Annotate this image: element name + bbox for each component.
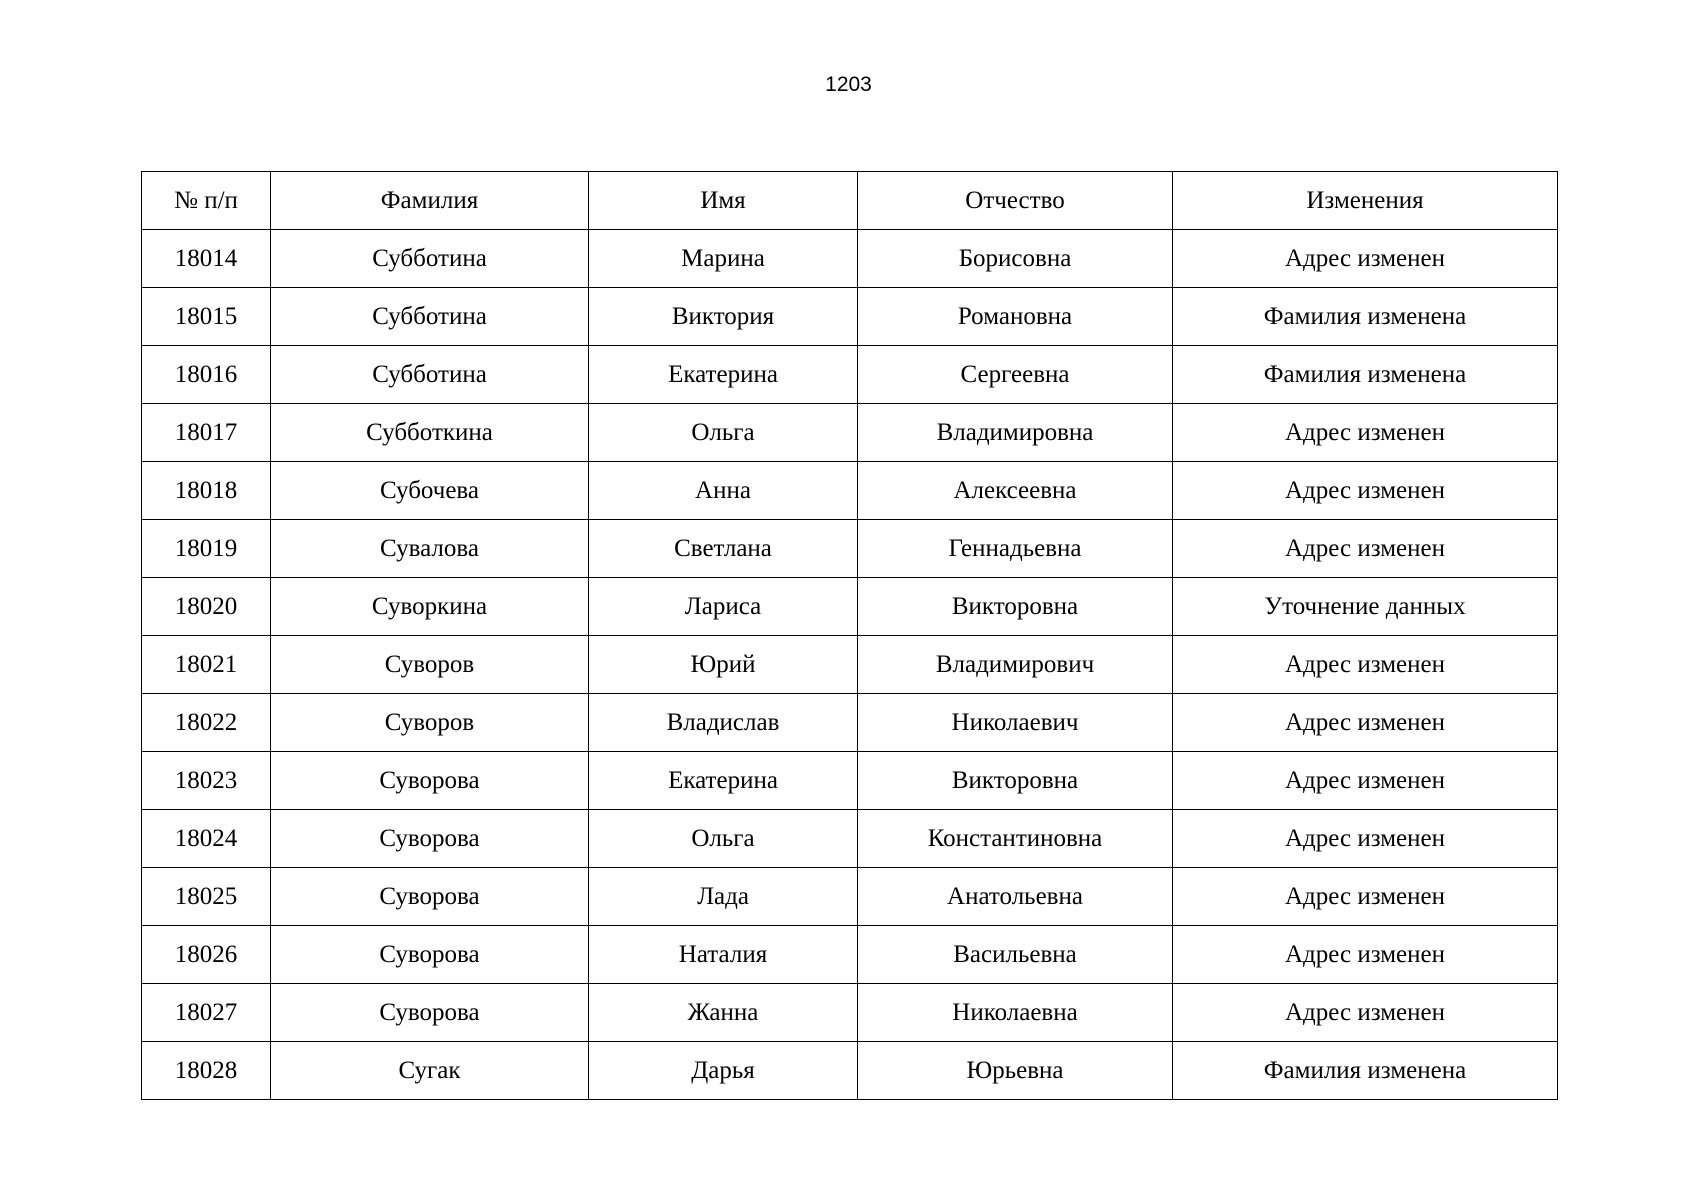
table-row	[142, 520, 1558, 578]
cell-number: 18022	[142, 694, 271, 752]
table-row	[142, 694, 1558, 752]
cell-changes: Адрес изменен	[1173, 462, 1558, 520]
cell-number: 18017	[142, 404, 271, 462]
table-row	[142, 462, 1558, 520]
cell-changes: Адрес изменен	[1173, 694, 1558, 752]
cell-number: 18027	[142, 984, 271, 1042]
cell-last-name: Суворова	[271, 984, 589, 1042]
cell-changes: Адрес изменен	[1173, 868, 1558, 926]
cell-changes: Адрес изменен	[1173, 984, 1558, 1042]
cell-patronymic: Анатольевна	[858, 868, 1173, 926]
cell-first-name: Жанна	[589, 984, 858, 1042]
cell-changes: Фамилия изменена	[1173, 288, 1558, 346]
table-row	[142, 810, 1558, 868]
cell-changes: Адрес изменен	[1173, 926, 1558, 984]
table-row	[142, 404, 1558, 462]
cell-number: 18028	[142, 1042, 271, 1100]
table-row	[142, 230, 1558, 288]
cell-number: 18019	[142, 520, 271, 578]
cell-last-name: Суворкина	[271, 578, 589, 636]
cell-first-name: Дарья	[589, 1042, 858, 1100]
cell-first-name: Ольга	[589, 404, 858, 462]
cell-last-name: Субочева	[271, 462, 589, 520]
table-row	[142, 578, 1558, 636]
cell-changes: Адрес изменен	[1173, 230, 1558, 288]
cell-number: 18024	[142, 810, 271, 868]
cell-first-name: Марина	[589, 230, 858, 288]
cell-patronymic: Романовна	[858, 288, 1173, 346]
cell-last-name: Суворова	[271, 810, 589, 868]
cell-patronymic: Алексеевна	[858, 462, 1173, 520]
cell-last-name: Сугак	[271, 1042, 589, 1100]
cell-patronymic: Константиновна	[858, 810, 1173, 868]
cell-changes: Адрес изменен	[1173, 404, 1558, 462]
cell-last-name: Суворова	[271, 926, 589, 984]
cell-first-name: Лариса	[589, 578, 858, 636]
cell-patronymic: Николаевич	[858, 694, 1173, 752]
cell-number: 18020	[142, 578, 271, 636]
cell-number: 18015	[142, 288, 271, 346]
cell-patronymic: Васильевна	[858, 926, 1173, 984]
cell-last-name: Сувалова	[271, 520, 589, 578]
cell-first-name: Екатерина	[589, 752, 858, 810]
cell-patronymic: Викторовна	[858, 578, 1173, 636]
cell-number: 18018	[142, 462, 271, 520]
cell-changes: Фамилия изменена	[1173, 1042, 1558, 1100]
cell-first-name: Наталия	[589, 926, 858, 984]
cell-patronymic: Юрьевна	[858, 1042, 1173, 1100]
cell-last-name: Суворов	[271, 694, 589, 752]
header-last-name: Фамилия	[271, 172, 589, 230]
cell-patronymic: Сергеевна	[858, 346, 1173, 404]
cell-last-name: Субботина	[271, 230, 589, 288]
cell-number: 18023	[142, 752, 271, 810]
cell-number: 18025	[142, 868, 271, 926]
cell-number: 18021	[142, 636, 271, 694]
cell-first-name: Ольга	[589, 810, 858, 868]
cell-patronymic: Геннадьевна	[858, 520, 1173, 578]
header-patronymic: Отчество	[858, 172, 1173, 230]
cell-first-name: Юрий	[589, 636, 858, 694]
cell-last-name: Суворов	[271, 636, 589, 694]
table-row	[142, 1042, 1558, 1100]
header-number: № п/п	[142, 172, 271, 230]
cell-first-name: Светлана	[589, 520, 858, 578]
cell-first-name: Анна	[589, 462, 858, 520]
cell-first-name: Екатерина	[589, 346, 858, 404]
header-row	[142, 172, 1558, 230]
table-header	[142, 172, 1558, 230]
cell-changes: Адрес изменен	[1173, 636, 1558, 694]
cell-number: 18016	[142, 346, 271, 404]
cell-first-name: Лада	[589, 868, 858, 926]
table-body	[142, 230, 1558, 1100]
page-number: 1203	[825, 73, 872, 96]
cell-last-name: Суворова	[271, 868, 589, 926]
cell-last-name: Субботина	[271, 288, 589, 346]
cell-changes: Адрес изменен	[1173, 752, 1558, 810]
table-row	[142, 926, 1558, 984]
cell-first-name: Владислав	[589, 694, 858, 752]
header-first-name: Имя	[589, 172, 858, 230]
cell-changes: Фамилия изменена	[1173, 346, 1558, 404]
cell-last-name: Субботина	[271, 346, 589, 404]
cell-patronymic: Николаевна	[858, 984, 1173, 1042]
cell-changes: Адрес изменен	[1173, 810, 1558, 868]
header-changes: Изменения	[1173, 172, 1558, 230]
cell-last-name: Субботкина	[271, 404, 589, 462]
cell-patronymic: Викторовна	[858, 752, 1173, 810]
cell-first-name: Виктория	[589, 288, 858, 346]
cell-last-name: Суворова	[271, 752, 589, 810]
cell-changes: Адрес изменен	[1173, 520, 1558, 578]
cell-number: 18026	[142, 926, 271, 984]
table-row	[142, 752, 1558, 810]
cell-patronymic: Борисовна	[858, 230, 1173, 288]
table-row	[142, 636, 1558, 694]
table-row	[142, 288, 1558, 346]
cell-patronymic: Владимировна	[858, 404, 1173, 462]
table-row	[142, 346, 1558, 404]
cell-changes: Уточнение данных	[1173, 578, 1558, 636]
cell-number: 18014	[142, 230, 271, 288]
cell-patronymic: Владимирович	[858, 636, 1173, 694]
table-row	[142, 868, 1558, 926]
table-row	[142, 984, 1558, 1042]
registry-table	[141, 171, 1558, 1100]
